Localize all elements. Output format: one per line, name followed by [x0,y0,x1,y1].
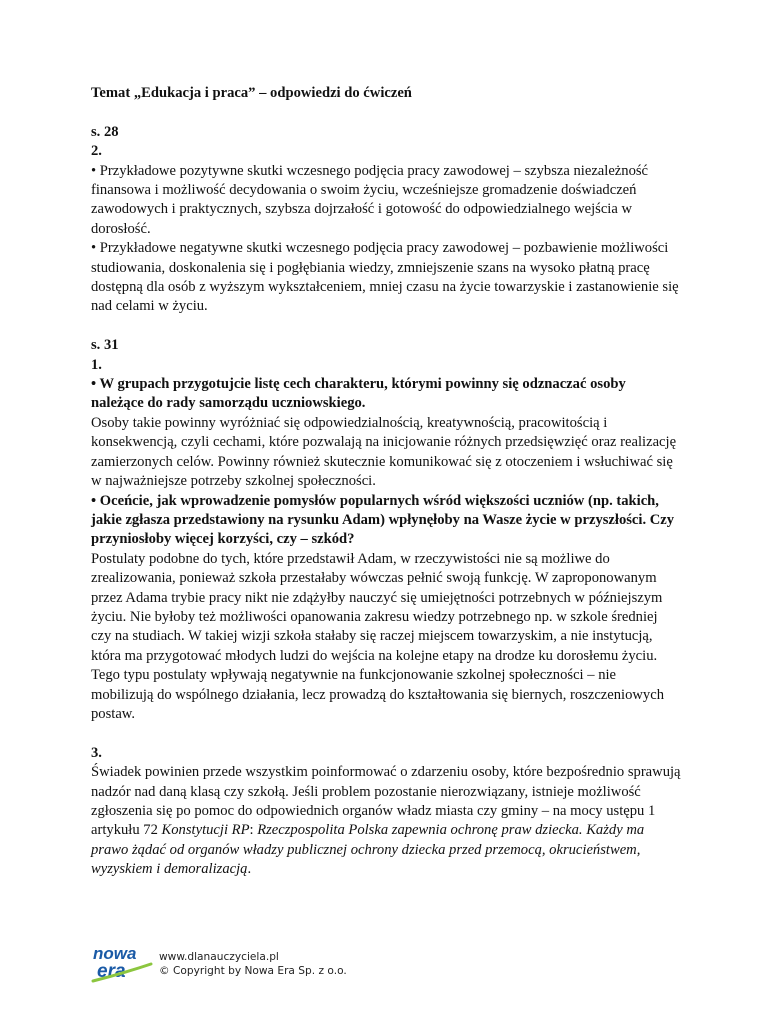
logo-word-era: era [97,961,126,982]
document-title: Temat „Edukacja i praca” – odpowiedzi do ćwiczeń [91,85,412,101]
question-character-traits: • W grupach przygotujcie listę cech charakteru, którymi powinny się odznaczać osoby należące do rady samorządu uczniowskiego. [91,376,626,412]
spacer [91,317,681,336]
nowa-era-logo [91,944,153,984]
exercise-number-2: 2. [91,143,102,160]
answer-character-traits: Osoby takie powinny wyróżniać się odpowiedzialnością, kreatywnością, pracowitością i konsekwencją, czyli cechami, które pozwalają na inicjowanie różnych przedsięwzięć oraz realizację zamierzonych celów. Powinny również skutecznie komunikować się z otoczeniem i wsłuchiwać się w najważniejsze potrzeby szkolnej społeczności. [91,414,677,490]
question-ideas-evaluation: • Oceńcie, jak wprowadzenie pomysłów popularnych wśród większości uczniów (np. takich, jakie zgłasza przedstawiony na rysunku Adam) wpłynęłoby na Wasze życie w przyszłości. Czy przyniosłoby więcej korzyści, czy – szkód? [91,492,675,548]
footer-text [159,950,347,978]
positive-effects-paragraph: • Przykładowe pozytywne skutki wczesnego podjęcia pracy zawodowej – szybsza niezależność finansowa i możliwość decydowania o swoim życiu, wcześniejsze gromadzenie doświadczeń zawodowych i praktycznych, szybsza dojrzałość i gotowość do odpowiedzialnego wejścia w dorosłość. [91,162,649,237]
answer-witness-paragraph [91,763,681,879]
negative-effects-paragraph: • Przykładowe negatywne skutki wczesnego podjęcia pracy zawodowej – pozbawienie możliwości studiowania, doskonalenia się i pogłębiania wiedzy, zmniejszenie szans na wysoko płatną pracę dostępną dla osób z wyższym wykształceniem, mniej czasu na życie towarzyskie i zastanowienie się nad celami w życiu. [91,240,679,315]
page-footer [91,944,511,984]
constitution-reference: Konstytucji RP [161,822,250,839]
website-link[interactable]: www.dlanauczyciela.pl [159,951,279,963]
witness-text: Świadek powinien przede wszystkim poinformować o zdarzeniu osoby, które bezpośrednio sprawują nadzór nad daną klasą czy szkołą. Jeśli problem pozostanie nierozwiązany, istnieje możliwość zgłoszenia się po pomoc do odpowiednich organów władz miasta czy gminy – na mocy ustępu 1 artykułu 72 [91,764,681,839]
answer-ideas-evaluation: Postulaty podobne do tych, które przedstawił Adam, w rzeczywistości nie są możliwe do zrealizowania, ponieważ szkoła przestałaby wówczas pełnić swoją funkcję. W zaproponowanym przez Adama trybie pracy nikt nie zdążyłby nauczyć się umiejętności potrzebnych w późniejszym życiu. Nie byłoby też możliwości opanowania zakresu wiedzy potrzebnego np. w szkole średniej czy na studiach. W takiej wizji szkoła stałaby się raczej miejscem towarzyskim, a nie instytucją, która ma przygotować młodych ludzi do wejścia na kolejne etapy na drodze ku dorosłemu życiu. Tego typu postulaty wpływają negatywnie na funkcjonowanie szkolnej społeczności – nie mobilizują do wspólnego działania, lecz prowadzą do kształtowania się biernych, roszczeniowych postaw. [91,550,665,722]
logo-word-nowa: nowa [93,944,137,963]
colon: : [249,822,258,839]
period: . [247,861,252,878]
constitution-quote: Rzeczpospolita Polska zapewnia ochronę praw dziecka. Każdy ma prawo żądać od organów władzy publicznej ochrony dziecka przed przemocą, okrucieństwem, wyzyskiem i demoralizacją [91,822,645,878]
copyright-text: © Copyright by Nowa Era Sp. z o.o. [159,965,347,977]
exercise-number-3: 3. [91,744,102,761]
spacer [91,724,681,743]
document-body [91,84,681,880]
page-ref-s28: s. 28 [91,123,119,140]
spacer [91,103,681,122]
page-ref-s31: s. 31 [91,337,119,354]
exercise-number-1: 1. [91,356,102,373]
